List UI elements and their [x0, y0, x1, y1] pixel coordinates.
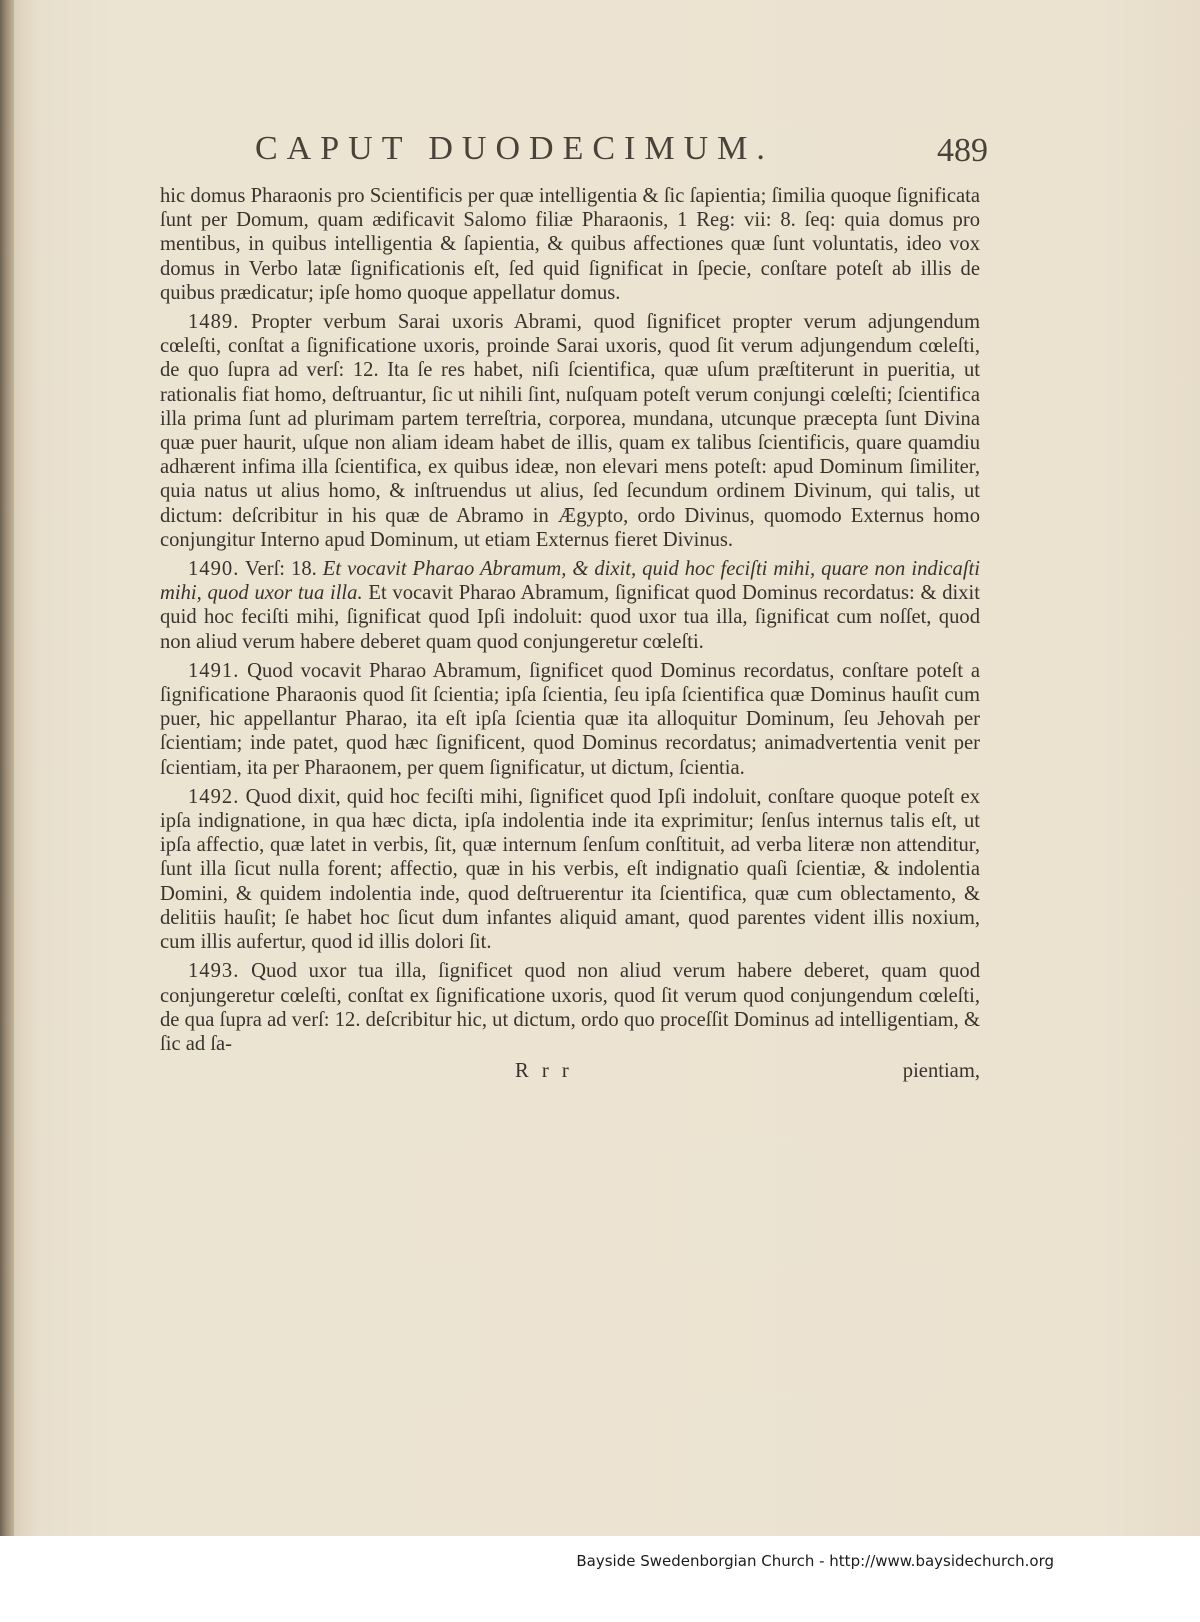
page-number: 489	[937, 132, 988, 169]
catchword: pientiam,	[902, 1060, 980, 1083]
paragraph-number: 1490.	[188, 558, 240, 581]
paragraph-1491	[160, 659, 980, 780]
paragraph-text: Quod vocavit Pharao Abramum, ſignificet quod Dominus recordatus, conſtare poteſt a ſignificatione Pharaonis quod ſit ſcientia; ipſa ſcientia, ſeu ipſa ſcientifica quæ Dominus hauſit cum puer, hic appellantur Pharao, ita eſt ipſa ſcientia quæ ita alloquitur Dominum, ſeu Jehovah per ſcientiam; inde patet, quod hæc ſignificent, quod Dominus recordatus; animadvertentia venit per ſcientiam, ita per Pharaonem, per quem ſignificatur, ut dictum, ſcientia.	[160, 659, 981, 779]
paragraph-text: Quod dixit, quid hoc feciſti mihi, ſignificet quod Ipſi indoluit, conſtare quoque poteſt ex ipſa indignatione, in qua hæc dicta, ipſa indolentia inde ita exprimitur; ſenſus internus talis eſt, ut ipſa affectio, quæ latet in verbis, ſit, quæ internum ſenſum conſtituit, ad verba literæ non attenditur, ſunt illa ſicut nulla forent; affectio, quæ in his verbis, eſt indignatio quaſi ſcientiæ, & indolentia Domini, & quidem indolentia inde, quod deſtruerentur ita ſcientifica, quæ cum oblectamento, & delitiis hauſit; ſe habet hoc ſicut dum infantes aliquid amant, quod parentes vident illis noxium, cum illis aufertur, quod id illis dolori ſit.	[160, 785, 980, 954]
paragraph-number: 1491.	[188, 659, 240, 682]
paragraph-1493	[160, 959, 980, 1056]
page-content	[160, 130, 988, 1088]
running-head	[160, 130, 988, 184]
paragraph-continued	[160, 184, 980, 305]
paragraph-number: 1492.	[188, 785, 240, 808]
paragraph-number: 1493.	[188, 960, 240, 983]
paragraph-text: Propter verbum Sarai uxoris Abrami, quod ſignificet propter verum adjungendum cœleſti, conſtat a ſignificatione uxoris, proinde Sarai uxoris, quod ſit verum adjungendum cœleſti, de quo ſupra ad verſ: 12. Ita ſe res habet, niſi ſcientifica, quæ uſum præſtiterunt in pueritia, ut rationalis fiat homo, deſtruantur, ſic ut nihili ſint, nuſquam poteſt verum conjungi cœleſti; ſcientifica illa prima ſunt ad plurimam partem terreſtria, corporea, mundana, utcunque præcepta ſunt Divina quæ puer haurit, uſque non aliam ideam habet de illis, quam ex talibus ſcientificis, quare quamdiu adhærent infima illa ſcientifica, ex quibus ideæ, non elevari mens poteſt: apud Dominum ſimiliter, quia natus ut alius homo, & inſtruendus ut alius, ſed ſecundum ordinem Divinum, qui talis, ut dictum: deſcribitur in his quæ de Abramo in Ægypto, ordo Divinus, quomodo Externus homo conjungitur Interno apud Dominum, ut etiam Externus fieret Divinus.	[160, 311, 980, 551]
paragraph-text: Quod uxor tua illa, ſignificet quod non aliud verum habere deberet, quam quod conjungeretur cœleſti, conſtat ex ſignificatione uxoris, quod ſit verum quod conjungendum cœleſti, de qua ſupra ad verſ: 12. deſcribitur hic, ut dictum, ordo quo proceſſit Dominus ad intelligentiam, & ſic ad ſa-	[160, 960, 981, 1055]
signature-mark: R r r	[515, 1060, 573, 1083]
paragraph-text: hic domus Pharaonis pro Scientificis per quæ intelligentia & ſic ſapientia; ſimilia quoque ſignificata ſunt per Domum, quam ædificavit Salomo filiæ Pharaonis, 1 Reg: vii: 8. ſeq: quia domus pro mentibus, in quibus intelligentia & ſapientia, & quibus affectiones quæ ſunt voluntatis, ideo vox domus in Verbo latæ ſignificationis eſt, ſed quid ſignificat in ſpecie, conſtare poteſt ab illis de quibus prædicatur; ipſe homo quoque appellatur domus.	[160, 185, 980, 304]
page-footer	[160, 1060, 980, 1088]
source-credit: Bayside Swedenborgian Church - http://www.baysidechurch.org	[576, 1552, 1054, 1570]
verse-quotation: Et vocavit Pharao Abramum, & dixit, quid hoc feciſti mihi, quare non indicaſti mihi, quod uxor tua illa.	[160, 558, 980, 605]
paragraph-number: 1489.	[188, 311, 240, 334]
verse-reference: Verſ: 18.	[244, 558, 317, 581]
chapter-title: CAPUT DUODECIMUM.	[255, 130, 774, 167]
paragraph-text: Et vocavit Pharao Abramum, ſignificat quod Dominus recordatus: & dixit quid hoc feciſti mihi, ſignificat quod Ipſi indoluit: quod uxor tua illa, ſignificat cum noſſet, quod non aliud verum habere deberet quam quod conjungeretur cœleſti.	[160, 582, 980, 653]
paragraph-1490	[160, 557, 980, 654]
paragraph-1492	[160, 785, 980, 954]
paragraph-1489	[160, 310, 980, 552]
book-binding-edge	[0, 0, 14, 1536]
body-text	[160, 184, 980, 1056]
